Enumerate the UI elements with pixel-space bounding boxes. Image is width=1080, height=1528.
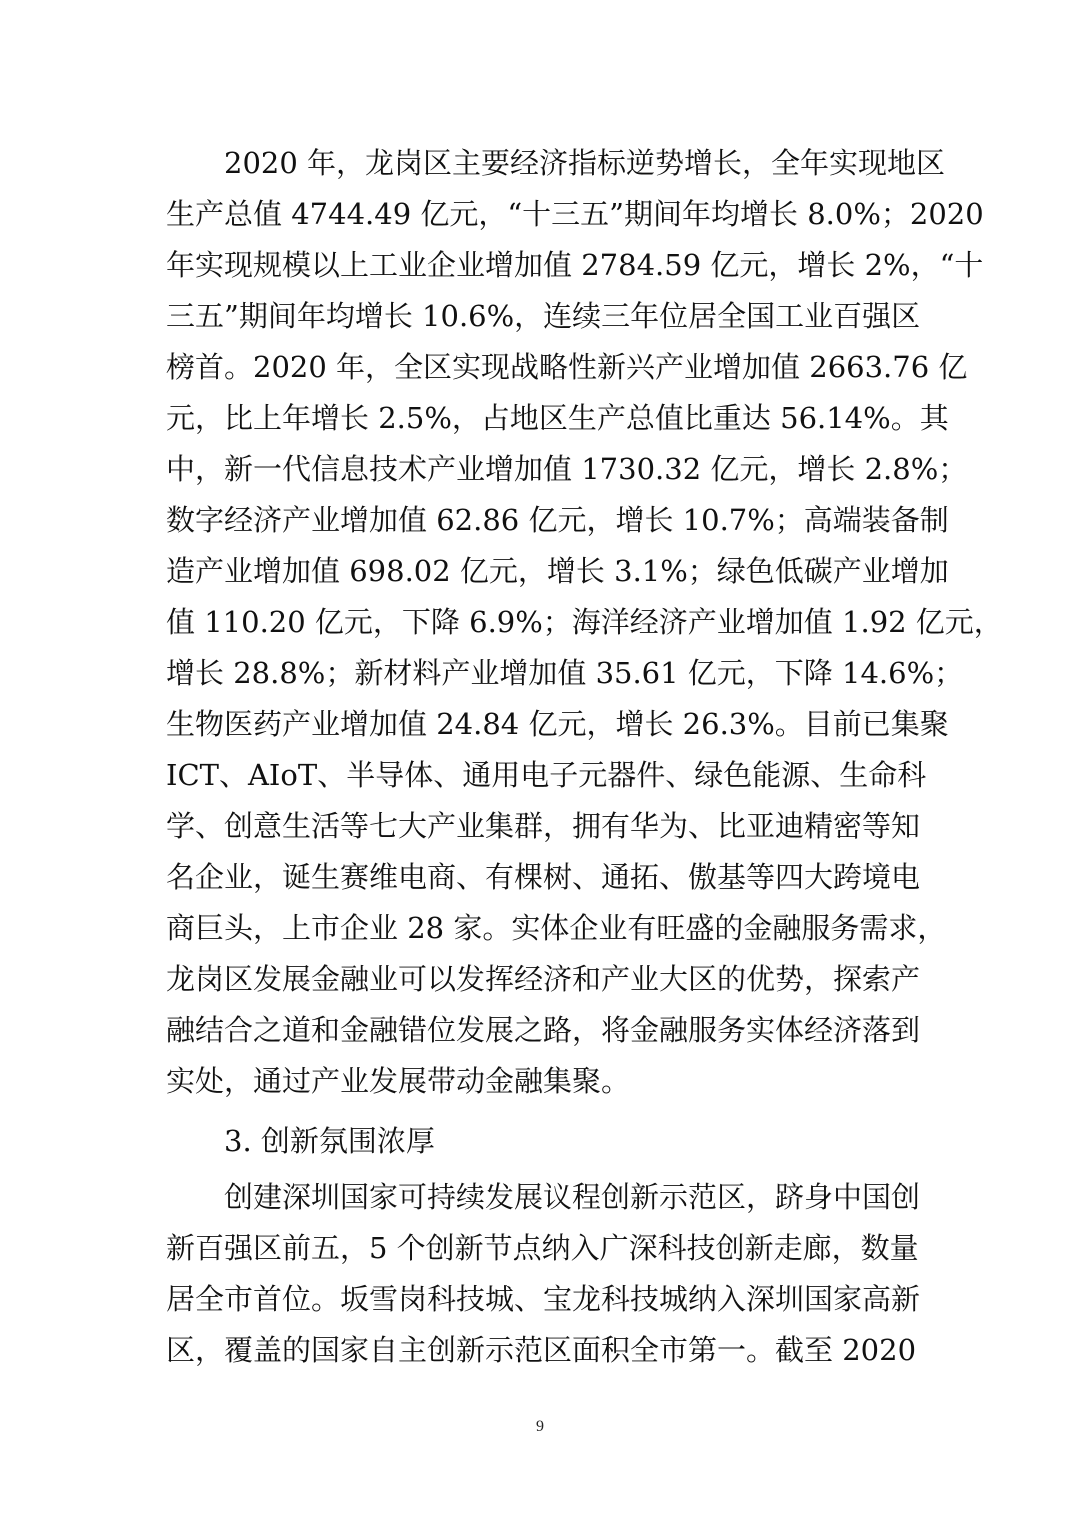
document-page xyxy=(166,138,1003,1376)
text-line: 融结合之道和金融错位发展之路，将金融服务实体经济落到 xyxy=(166,1013,921,1047)
text-line: 元，比上年增长 2.5%，占地区生产总值比重达 56.14%。其 xyxy=(166,401,949,435)
text-line: 龙岗区发展金融业可以发挥经济和产业大区的优势，探索产 xyxy=(166,962,921,996)
text-line: 区，覆盖的国家自主创新示范区面积全市第一。截至 2020 xyxy=(166,1333,917,1367)
text-line: 名企业，诞生赛维电商、有棵树、通拓、傲基等四大跨境电 xyxy=(166,860,921,894)
text-line: ICT、AIoT、半导体、通用电子元器件、绿色能源、生命科 xyxy=(166,758,927,792)
text-line: 数字经济产业增加值 62.86 亿元，增长 10.7%；高端装备制 xyxy=(166,503,949,537)
text-line: 造产业增加值 698.02 亿元，增长 3.1%；绿色低碳产业增加 xyxy=(166,554,949,588)
text-line: 学、创意生活等七大产业集群，拥有华为、比亚迪精密等知 xyxy=(166,809,921,843)
text-line: 商巨头，上市企业 28 家。实体企业有旺盛的金融服务需求， xyxy=(166,911,947,945)
text-line: 生物医药产业增加值 24.84 亿元，增长 26.3%。目前已集聚 xyxy=(166,707,949,741)
text-line: 年实现规模以上工业企业增加值 2784.59 亿元，增长 2%，“十 xyxy=(166,248,984,282)
text-line: 值 110.20 亿元，下降 6.9%；海洋经济产业增加值 1.92 亿元， xyxy=(166,605,1003,639)
text-line: 增长 28.8%；新材料产业增加值 35.61 亿元，下降 14.6%； xyxy=(166,656,964,690)
text-line: 生产总值 4744.49 亿元，“十三五”期间年均增长 8.0%；2020 xyxy=(166,197,984,231)
text-line: 实处，通过产业发展带动金融集聚。 xyxy=(166,1064,631,1098)
text-line: 2020 年，龙岗区主要经济指标逆势增长，全年实现地区 xyxy=(224,146,946,180)
paragraph-economic-indicators xyxy=(166,138,1003,1107)
text-line: 榜首。2020 年，全区实现战略性新兴产业增加值 2663.76 亿 xyxy=(166,350,968,384)
text-line: 中，新一代信息技术产业增加值 1730.32 亿元，增长 2.8%； xyxy=(166,452,968,486)
text-line: 新百强区前五，5 个创新节点纳入广深科技创新走廊，数量 xyxy=(166,1231,919,1265)
paragraph-innovation xyxy=(166,1172,921,1376)
text-line: 创建深圳国家可持续发展议程创新示范区，跻身中国创 xyxy=(224,1180,921,1214)
section-heading: 3. 创新氛围浓厚 xyxy=(224,1124,435,1158)
page-number: 9 xyxy=(536,1418,544,1435)
text-line: 居全市首位。坂雪岗科技城、宝龙科技城纳入深圳国家高新 xyxy=(166,1282,921,1316)
text-line: 三五”期间年均增长 10.6%，连续三年位居全国工业百强区 xyxy=(166,299,921,333)
